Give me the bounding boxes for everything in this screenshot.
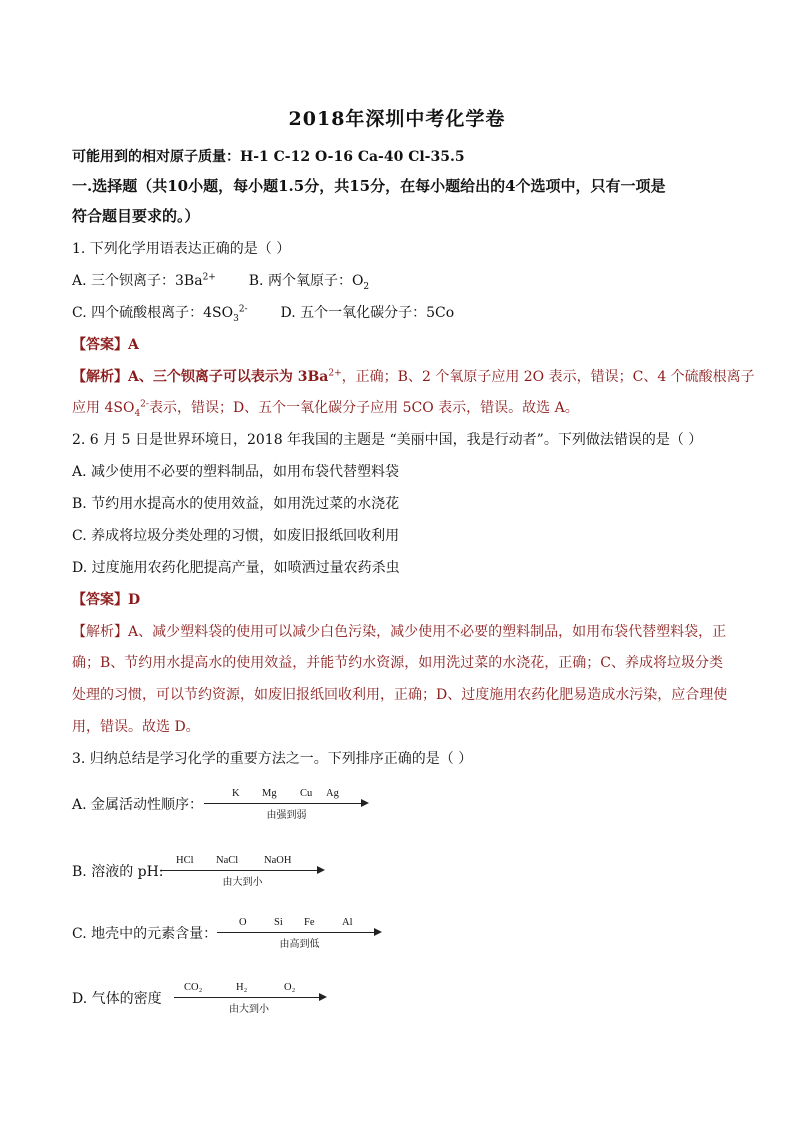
q2-answer: 【答案】D <box>72 592 141 608</box>
q3-option-c-item: Al <box>342 917 353 928</box>
q1-option-c-charge: 2- <box>238 304 248 315</box>
q3-option-b-item: NaCl <box>216 855 239 866</box>
q1-option-d: D. 五个一氧化碳分子：5Co <box>280 305 455 321</box>
q3-option-a-order: 由强到弱 <box>266 810 307 821</box>
q2-option-b: B. 节约用水提高水的使用效益，如用洗过菜的水浇花 <box>72 496 400 512</box>
q3-option-c-arrow <box>217 917 382 950</box>
q3-option-c-item: Si <box>274 917 283 928</box>
q3-option-c-item: Fe <box>304 917 315 928</box>
q3-option-c-item: O <box>239 917 247 928</box>
q2-option-a: A. 减少使用不必要的塑料制品，如用布袋代替塑料袋 <box>72 464 400 480</box>
q2-explanation-line2: 确；B、节约用水提高水的使用效益，并能节约水资源，如用洗过菜的水浇花，正确；C、养成将垃圾分类 <box>72 655 723 671</box>
q3-option-d-arrow <box>174 982 339 1015</box>
q3-option-c-order: 由高到低 <box>279 939 320 950</box>
q1-options-cd <box>72 302 454 322</box>
q3-option-a-item: Cu <box>300 788 313 799</box>
q3-option-a-item: Ag <box>326 788 339 799</box>
section-heading-line2: 符合题目要求的。） <box>72 207 200 225</box>
q1-option-a-charge: 2+ <box>202 272 216 283</box>
q1-options-ab <box>72 270 369 290</box>
arrow-line <box>204 803 362 804</box>
q3-option-a-arrow <box>204 788 369 821</box>
q1-answer: 【答案】A <box>72 337 139 353</box>
q3-option-b-arrow <box>160 855 325 888</box>
q2-explanation-line4: 用，错误。故选 D。 <box>72 719 200 735</box>
arrow-line <box>160 870 318 871</box>
q3-option-a-label: A. 金属活动性顺序： <box>72 797 204 813</box>
q2-explanation-line1: 【解析】A、减少塑料袋的使用可以减少白色污染，减少使用不必要的塑料制品，如用布袋代替塑料袋，正 <box>72 624 727 640</box>
q3-option-d-item: H₂ <box>236 982 248 993</box>
q1-stem: 1. 下列化学用语表达正确的是（ ） <box>72 241 291 257</box>
q3-option-c-label: C. 地壳中的元素含量： <box>72 926 218 942</box>
q3-option-a <box>72 788 372 821</box>
q3-option-d-order: 由大到小 <box>229 1004 269 1015</box>
arrow-line <box>174 997 320 998</box>
q3-stem: 3. 归纳总结是学习化学的重要方法之一。下列排序正确的是（ ） <box>72 751 473 767</box>
section-heading-line1: 一.选择题（共10小题，每小题1.5分，共15分，在每小题给出的4个选项中，只有一项是 <box>72 177 666 195</box>
q2-stem: 2. 6 月 5 日是世界环境日，2018 年我国的主题是 “美丽中国，我是行动者”。下列做法错误的是（ ） <box>72 432 703 448</box>
q2-explanation-line3: 处理的习惯，可以节约资源，如废旧报纸回收利用，正确；D、过度施用农药化肥易造成水污染，应合理使 <box>72 687 728 703</box>
arrow-line <box>217 932 375 933</box>
q3-option-a-item: K <box>232 788 240 799</box>
page-title: 2018年深圳中考化学卷 <box>288 108 506 130</box>
q1-option-c: C. 四个硫酸根离子：4SO <box>72 305 234 321</box>
q3-option-b-order: 由大到小 <box>222 877 263 888</box>
q1-explanation-line1: 【解析】A、三个钡离子可以表示为 $3Ba^{2+}$，正确；B、2 个氧原子应用 2O 表示，错误；C、4 个硫酸根离子 <box>72 368 755 385</box>
q2-option-d: D. 过度施用农药化肥提高产量，如喷洒过量农药杀虫 <box>72 560 400 576</box>
q2-option-c: C. 养成将垃圾分类处理的习惯，如废旧报纸回收利用 <box>72 528 400 544</box>
q3-option-b-item: HCl <box>176 855 194 866</box>
q3-option-d <box>72 982 372 1015</box>
q1-explanation-line2: 应用 $4SO_4^{2-}$表示，错误；D、五个一氧化碳分子应用 5CO 表示，错误。故选 A。 <box>72 399 579 419</box>
q1-option-b-sub: 2 <box>363 281 370 292</box>
q3-option-d-item: CO₂ <box>184 982 203 993</box>
q3-option-d-item: O₂ <box>284 982 296 993</box>
q3-option-b <box>72 855 372 888</box>
q3-option-b-label: B. 溶液的 pH: <box>72 864 164 880</box>
q1-option-c-sub: 3 <box>233 313 239 324</box>
q3-option-d-label: D. 气体的密度 <box>72 991 162 1007</box>
q1-option-b: B. 两个氧原子：O <box>248 273 364 289</box>
q3-option-b-item: NaOH <box>264 855 292 866</box>
q3-option-a-item: Mg <box>262 788 277 799</box>
q1-option-a: A. 三个钡离子：3Ba <box>72 273 203 289</box>
q3-option-c <box>72 917 392 950</box>
atomic-mass-note: 可能用到的相对原子质量：H-1 C-12 O-16 Ca-40 Cl-35.5 <box>72 149 465 165</box>
